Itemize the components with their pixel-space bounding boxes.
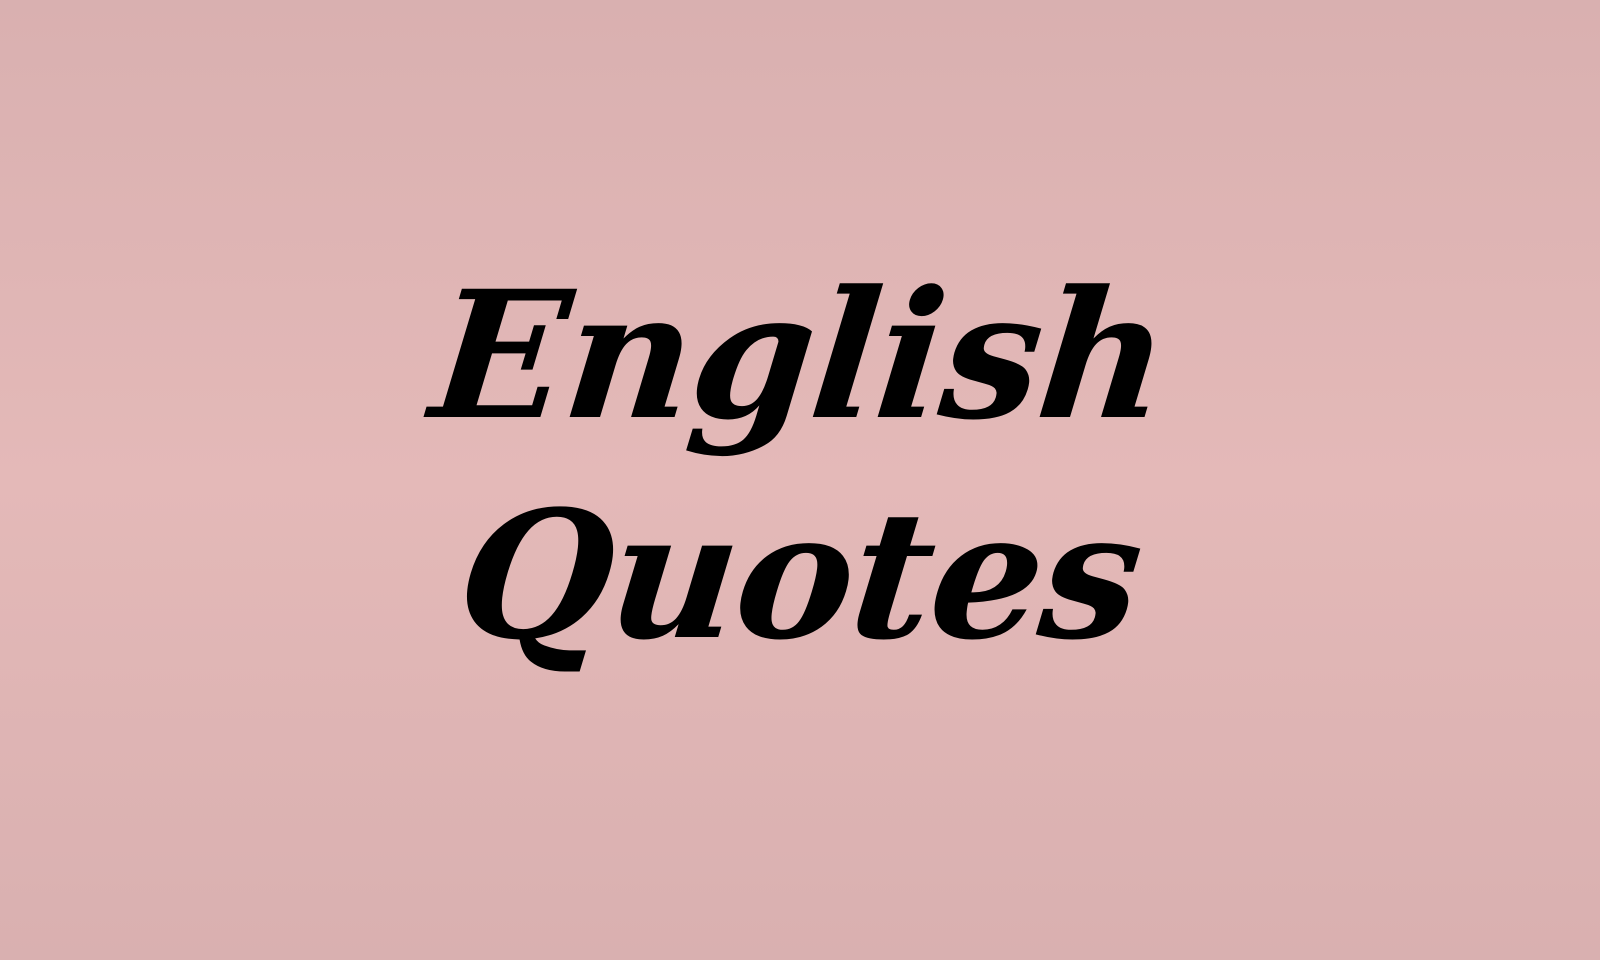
title-line-english: English [423, 252, 1177, 459]
title-line-quotes: Quotes [449, 472, 1151, 679]
